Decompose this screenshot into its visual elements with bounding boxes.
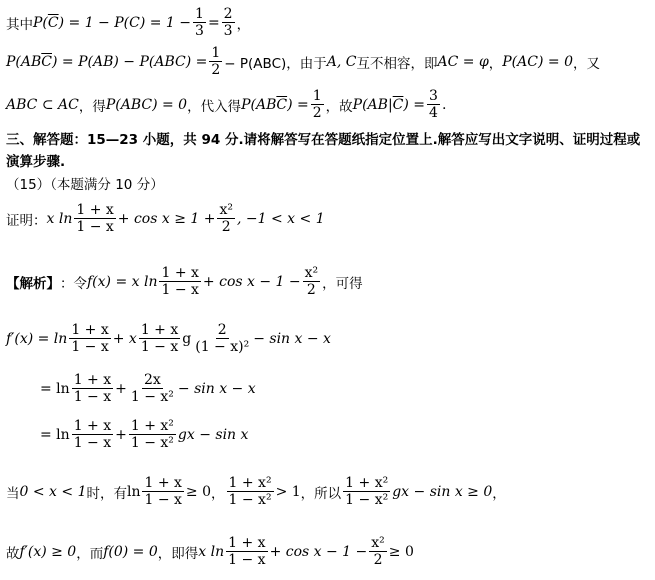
section-heading-line1: 三、解答题：15—23 小题，共 94 分.请将解答写在答题纸指定位置上.解答应写出文字说明、证明过程或 — [6, 132, 641, 148]
math: = ln — [40, 380, 70, 397]
math: P( — [33, 14, 48, 31]
proof-label: 证明： — [6, 212, 47, 229]
text: ， — [488, 55, 503, 72]
text: ，即得 — [157, 545, 199, 562]
section-heading-line2: 演算步骤. — [6, 154, 66, 170]
numerator: 1 + x — [161, 265, 199, 281]
denominator: 1 − x — [71, 339, 109, 355]
prob-line-2 — [6, 45, 600, 78]
math: − sin x − x — [177, 380, 256, 397]
numerator: 1 — [312, 88, 322, 104]
fraction — [369, 535, 387, 568]
fraction — [129, 418, 176, 451]
analysis-line — [6, 265, 363, 298]
text: ，又 — [572, 55, 600, 72]
math: . — [441, 96, 447, 113]
numerator: 1 + x² — [228, 475, 272, 491]
math: gx − sin x — [177, 426, 249, 443]
math: ) = — [403, 96, 426, 113]
text: 当 — [6, 485, 20, 502]
fraction — [209, 45, 222, 78]
denominator: 2 — [221, 219, 231, 235]
math: A, C — [326, 53, 357, 70]
math: + — [115, 426, 127, 443]
text: 时，有 — [86, 485, 127, 502]
fraction — [227, 475, 274, 508]
derivation-line-1 — [6, 322, 331, 355]
math: AC = φ — [437, 53, 489, 70]
numerator: 1 — [211, 45, 221, 61]
derivation-line-3 — [40, 418, 248, 451]
conclusion-line-1 — [6, 475, 506, 508]
denominator: 2 — [373, 552, 383, 568]
text: ，故 — [325, 98, 353, 115]
numerator: 1 + x² — [130, 418, 174, 434]
analysis-tag: 【解析】 — [6, 275, 60, 292]
fraction — [217, 202, 235, 235]
fraction — [343, 475, 390, 508]
numerator: 1 + x — [71, 322, 109, 338]
math: f′(x) = ln — [6, 330, 68, 347]
fraction — [129, 372, 176, 405]
fraction — [303, 265, 321, 298]
denominator: 1 − x — [73, 389, 112, 405]
math: ABC ⊂ AC — [6, 96, 79, 113]
proof-statement — [6, 202, 325, 235]
denominator: 1 − x — [228, 552, 266, 568]
numerator: 1 + x — [73, 418, 112, 434]
text: 互不相容，即 — [356, 55, 438, 72]
math: ) = P(AB) − P(ABC) = — [52, 53, 208, 70]
math: P(AB — [6, 53, 42, 70]
math: ≥ 0 — [185, 483, 212, 500]
numerator: x² — [304, 265, 319, 281]
math: + x — [112, 330, 137, 347]
text: − P(ABC)，由于 — [224, 55, 327, 72]
fraction — [193, 6, 206, 39]
math: P(AB| — [352, 96, 393, 113]
denominator: 1 − x² — [130, 435, 174, 451]
denominator: 1 − x — [144, 492, 182, 508]
math: x ln — [198, 543, 225, 560]
fraction — [72, 372, 113, 405]
math: + cos x − 1 − — [269, 543, 368, 560]
fraction — [142, 475, 183, 508]
fraction — [139, 322, 180, 355]
math: + cos x − 1 − — [202, 273, 301, 290]
math: ln — [126, 483, 141, 500]
denominator: 3 — [223, 23, 233, 39]
text: 故 — [6, 545, 20, 562]
denominator: 1 − x — [73, 435, 112, 451]
numerator: 2 — [217, 322, 227, 338]
fraction — [222, 6, 235, 39]
math: g — [182, 330, 192, 347]
numerator: 3 — [429, 88, 438, 104]
denominator: 1 − x — [161, 282, 199, 298]
math: − sin x − x — [253, 330, 331, 347]
denominator: 2 — [312, 105, 322, 121]
math: f(x) = x ln — [87, 273, 158, 290]
fraction — [159, 265, 200, 298]
denominator: 2 — [211, 62, 221, 78]
denominator: 2 — [306, 282, 316, 298]
prob-line-3 — [6, 88, 446, 121]
numerator: 1 — [195, 6, 204, 22]
conclusion-line-2 — [6, 535, 414, 568]
text: ，可得 — [322, 275, 363, 292]
fraction — [311, 88, 324, 121]
math: , −1 < x < 1 — [237, 210, 325, 227]
text: 其中 — [6, 16, 33, 33]
numerator: x² — [371, 535, 385, 551]
text: ， — [492, 485, 506, 502]
fraction — [74, 202, 115, 235]
math: $\overline{C}$ — [47, 14, 59, 31]
denominator: 1 − x² — [345, 492, 389, 508]
fraction — [427, 88, 440, 121]
text: ，所以 — [300, 485, 342, 502]
denominator: 1 − x — [76, 219, 114, 235]
numerator: 1 + x — [228, 535, 266, 551]
numerator: 2x — [143, 372, 161, 388]
math: $\overline{C}$ — [276, 96, 288, 113]
fraction — [226, 535, 267, 568]
math: + — [115, 380, 127, 397]
math: $\overline{C}$ — [392, 96, 404, 113]
text: ，而 — [76, 545, 104, 562]
numerator: 1 + x — [144, 475, 182, 491]
math: gx − sin x ≥ 0 — [392, 483, 493, 500]
text: ：令 — [60, 275, 87, 292]
math: ) = 1 − P(C) = 1 − — [58, 14, 192, 31]
math: > 1 — [275, 483, 301, 500]
math: 0 < x < 1 — [19, 483, 87, 500]
denominator: 1 − x² — [228, 492, 272, 508]
denominator: 1 − x — [140, 339, 179, 355]
math: x ln — [46, 210, 73, 227]
numerator: 1 + x — [76, 202, 114, 218]
math: f(0) = 0 — [103, 543, 158, 560]
denominator: 4 — [429, 105, 438, 121]
denominator: (1 − x)² — [195, 339, 250, 355]
math: f′(x) ≥ 0 — [19, 543, 77, 560]
math: ) = — [287, 96, 309, 113]
math: ≥ 0 — [388, 543, 414, 560]
text: ， — [211, 485, 225, 502]
math: P(AB — [241, 96, 277, 113]
fraction — [193, 322, 251, 355]
text: ，代入得 — [187, 98, 242, 115]
math: = — [207, 14, 220, 31]
math: = ln — [40, 426, 70, 443]
math: P(ABC) = 0 — [105, 96, 188, 113]
math: $\overline{C}$ — [41, 53, 52, 70]
math: + cos x ≥ 1 + — [117, 210, 216, 227]
denominator: 1 − x² — [130, 389, 174, 405]
prob-line-1 — [6, 6, 250, 39]
numerator: 1 + x² — [345, 475, 389, 491]
text: ， — [236, 16, 251, 33]
text: ，得 — [78, 98, 106, 115]
derivation-line-2 — [40, 372, 256, 405]
numerator: 1 + x — [73, 372, 112, 388]
math: P(AC) = 0 — [502, 53, 573, 70]
fraction — [69, 322, 110, 355]
numerator: 1 + x — [140, 322, 179, 338]
fraction — [72, 418, 113, 451]
denominator: 3 — [195, 23, 204, 39]
problem-header: （15）（本题满分 10 分） — [6, 177, 164, 193]
numerator: x² — [219, 202, 233, 218]
numerator: 2 — [223, 6, 233, 22]
